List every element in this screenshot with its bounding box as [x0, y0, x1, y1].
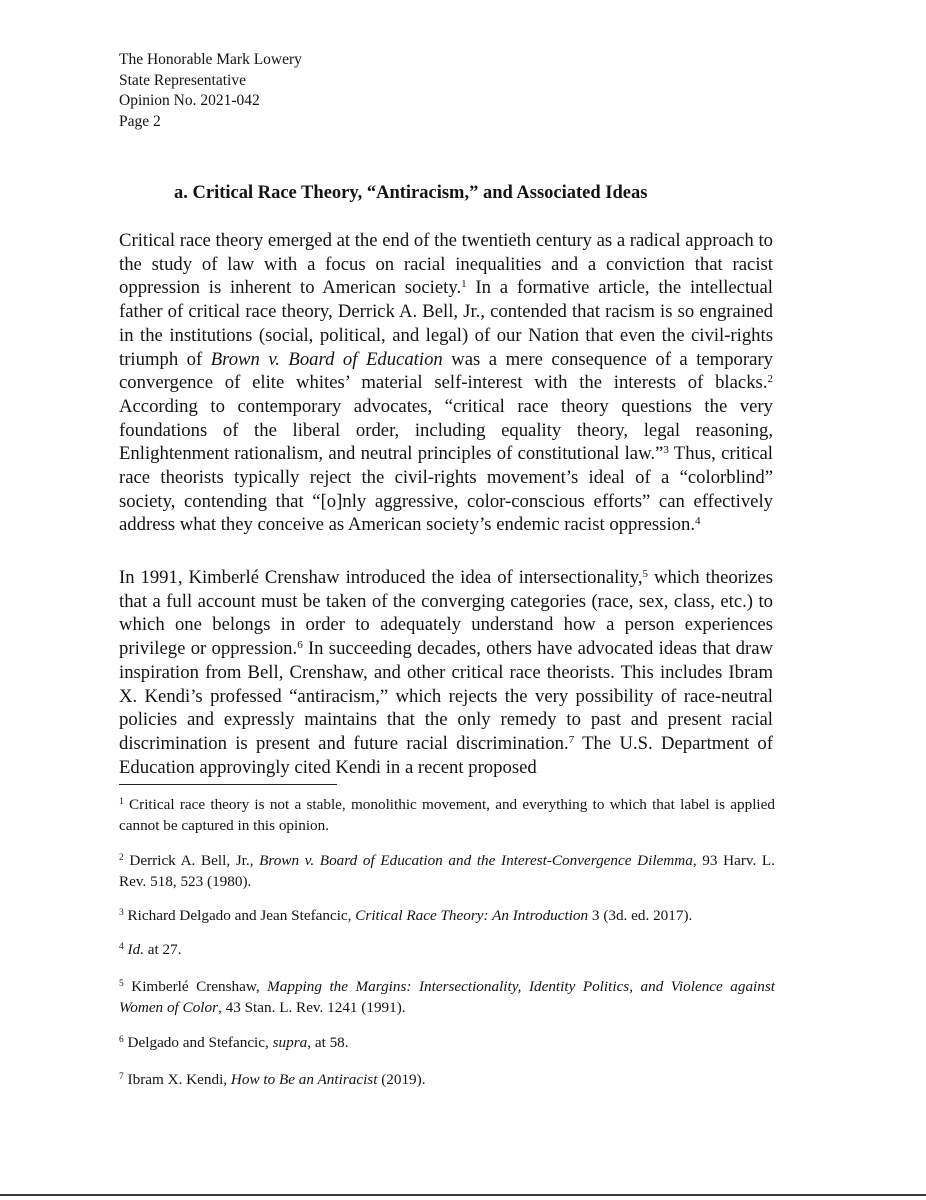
- footnote-separator: [119, 784, 337, 785]
- footnote-number: 7: [119, 1072, 124, 1082]
- footnote-number: 5: [119, 979, 124, 989]
- footnote-number: 6: [119, 1035, 124, 1045]
- footnote-title: Critical Race Theory: An Introduction: [355, 907, 589, 924]
- footnote-text: 3 (3d. ed. 2017).: [588, 907, 693, 924]
- footnote-text: at 27.: [144, 941, 182, 958]
- p2-text: In 1991, Kimberlé Crenshaw introduced the idea of intersectionality,: [119, 567, 643, 588]
- footnote-6: [119, 1033, 775, 1054]
- footnote-title: Id.: [127, 941, 144, 958]
- footnote-text: Derrick A. Bell, Jr.,: [123, 852, 260, 869]
- footnote-title: supra: [272, 1034, 308, 1051]
- footnote-ref: 5: [642, 568, 649, 580]
- footnote-ref: 1: [461, 278, 467, 291]
- footnote-number: 4: [119, 942, 124, 952]
- footnote-title: Mapping the Margins: Intersectionality, Identity Politics, and Violence against Women of Color: [119, 978, 775, 1016]
- footnote-4: [119, 940, 775, 961]
- p2-text: which theorizes that a full account must be taken of the converging categories (race, sex, class, etc.) to which one belongs in order to adequately understand how a person experiences privilege or oppression.: [119, 567, 774, 660]
- opinion-number: Opinion No. 2021-042: [119, 92, 260, 109]
- footnote-text: Ibram X. Kendi,: [123, 1071, 231, 1088]
- footnote-ref: 7: [568, 733, 575, 746]
- footnote-text: Delgado and Stefancic,: [123, 1034, 273, 1051]
- footnote-title: How to Be an Antiracist: [230, 1071, 378, 1088]
- p2-text: In succeeding decades, others have advocated ideas that draw inspiration from Bell, Crenshaw, and other critical race theorists. This includes Ibram X. Kendi’s professed “antiracism,” which rejects the very possibility of race-neutral policies and expressly maintains that the only remedy to past and present racial discrimination is present and future racial discrimination.: [119, 638, 773, 754]
- footnote-text: Kimberlé Crenshaw,: [123, 978, 268, 995]
- footnote-text: Richard Delgado and Jean Stefancic,: [123, 907, 356, 924]
- case-name: Brown v. Board of Education: [210, 348, 443, 370]
- footnote-ref: 4: [695, 515, 701, 528]
- body-paragraph-1: [119, 229, 773, 537]
- p1-text: Thus, critical race theorists typically reject the civil-rights movement’s ideal of a “colorblind” society, contending that “[o]nly aggressive, color-conscious efforts” can effectively address what they conceive as American society’s endemic racist oppression.: [119, 443, 773, 536]
- footnote-text: (2019).: [377, 1071, 426, 1088]
- p1-text: Critical race theory emerged at the end of the twentieth century as a radical approach to the study of law with a focus on racial inequalities and a conviction that racist oppression is inherent to American society.: [119, 230, 773, 299]
- recipient-name: The Honorable Mark Lowery: [119, 51, 302, 68]
- footnote-2: [119, 851, 775, 892]
- footnote-title: Brown v. Board of Education and the Interest-Convergence Dilemma: [259, 852, 693, 869]
- footnote-text: , at 58.: [307, 1034, 349, 1051]
- footnote-text: Critical race theory is not a stable, monolithic movement, and everything to which that label is applied cannot be captured in this opinion.: [119, 796, 775, 834]
- footnote-number: 3: [119, 908, 124, 918]
- p2-text: The U.S. Department of Education approvingly cited Kendi in a recent proposed: [119, 732, 773, 778]
- footnote-5: [119, 977, 775, 1018]
- p1-text: According to contemporary advocates, “critical race theory questions the very foundations of the liberal order, including equality theory, legal reasoning, Enlightenment rationalism, and neutral principles of constitutional law.”: [119, 395, 773, 465]
- recipient-title: State Representative: [119, 71, 246, 89]
- footnote-3: [119, 906, 775, 927]
- body-paragraph-2: [119, 566, 773, 779]
- p1-text: was a mere consequence of a temporary convergence of elite whites’ material self-interest with the interests of blacks.: [119, 348, 773, 394]
- p1-text: In a formative article, the intellectual father of critical race theory, Derrick A. Bell, Jr., contended that racism is so engrained in the institutions (social, political, and legal) of our Nation that even the civil-rights triumph of: [119, 277, 773, 370]
- page-number: Page 2: [119, 112, 161, 130]
- section-heading: a. Critical Race Theory, “Antiracism,” and Associated Ideas: [174, 183, 648, 203]
- letter-header: [119, 50, 302, 132]
- footnote-ref: 6: [297, 639, 303, 652]
- footnote-ref: 3: [663, 444, 669, 457]
- footnote-text: , 43 Stan. L. Rev. 1241 (1991).: [218, 998, 406, 1016]
- footnote-1: [119, 795, 775, 836]
- page-bottom-edge: [0, 1194, 926, 1196]
- footnote-text: , 93 Harv. L. Rev. 518, 523 (1980).: [119, 852, 776, 890]
- footnote-7: [119, 1070, 775, 1091]
- footnote-ref: 2: [767, 373, 773, 386]
- footnote-number: 2: [119, 853, 124, 863]
- footnote-number: 1: [119, 797, 124, 807]
